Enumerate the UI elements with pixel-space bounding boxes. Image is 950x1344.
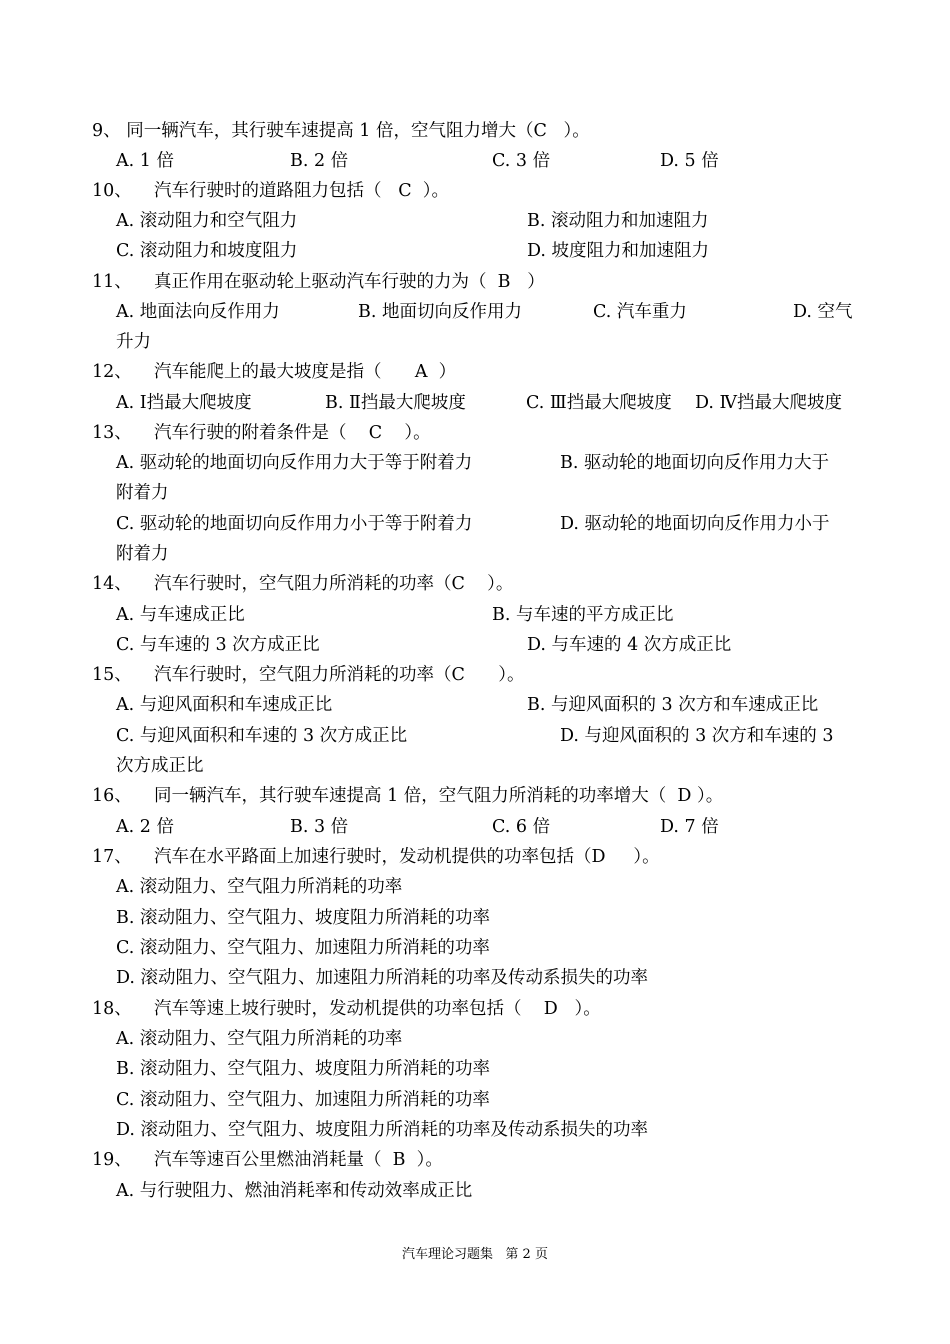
q9-option-b: B. 2 倍 [290, 151, 349, 171]
q19-option-a: A. 与行驶阻力、燃油消耗率和传动效率成正比 [116, 1181, 473, 1201]
q11-option-d: D. 空气 [793, 302, 853, 322]
q16-option-a: A. 2 倍 [116, 817, 174, 837]
q15-option-b: B. 与迎风面积的 3 次方和车速成正比 [527, 695, 819, 715]
q14-option-c: C. 与车速的 3 次方成正比 [116, 635, 320, 655]
question-17-stem: 17、 汽车在水平路面上加速行驶时，发动机提供的功率包括（D ）。 [92, 847, 660, 867]
q18-option-d: D. 滚动阻力、空气阻力、坡度阻力所消耗的功率及传动系损失的功率 [116, 1120, 649, 1140]
q17-option-c: C. 滚动阻力、空气阻力、加速阻力所消耗的功率 [116, 938, 490, 958]
question-13-stem: 13、 汽车行驶的附着条件是（ C ）。 [92, 423, 431, 443]
q18-option-a: A. 滚动阻力、空气阻力所消耗的功率 [116, 1029, 403, 1049]
q18-option-b: B. 滚动阻力、空气阻力、坡度阻力所消耗的功率 [116, 1059, 490, 1079]
q9-option-a: A. 1 倍 [116, 151, 174, 171]
q16-option-c: C. 6 倍 [492, 817, 551, 837]
q12-option-b: B. Ⅱ挡最大爬坡度 [325, 393, 466, 413]
q15-option-d: D. 与迎风面积的 3 次方和车速的 3 [560, 726, 834, 746]
question-10-stem: 10、 汽车行驶时的道路阻力包括（ C ）。 [92, 181, 449, 201]
q18-option-c: C. 滚动阻力、空气阻力、加速阻力所消耗的功率 [116, 1090, 490, 1110]
q9-option-d: D. 5 倍 [660, 151, 719, 171]
question-15-stem: 15、 汽车行驶时，空气阻力所消耗的功率（C ）。 [92, 665, 525, 685]
q17-option-b: B. 滚动阻力、空气阻力、坡度阻力所消耗的功率 [116, 908, 490, 928]
q15-option-c: C. 与迎风面积和车速的 3 次方成正比 [116, 726, 408, 746]
q14-option-a: A. 与车速成正比 [116, 605, 245, 625]
q13-option-a: A. 驱动轮的地面切向反作用力大于等于附着力 [116, 453, 473, 473]
question-18-stem: 18、 汽车等速上坡行驶时，发动机提供的功率包括（ D ）。 [92, 999, 601, 1019]
q10-option-b: B. 滚动阻力和加速阻力 [527, 211, 709, 231]
q14-option-d: D. 与车速的 4 次方成正比 [527, 635, 732, 655]
q10-option-c: C. 滚动阻力和坡度阻力 [116, 241, 298, 261]
question-14-stem: 14、 汽车行驶时，空气阻力所消耗的功率（C ）。 [92, 574, 514, 594]
q16-option-b: B. 3 倍 [290, 817, 349, 837]
page-footer: 汽车理论习题集 第 2 页 [402, 1247, 548, 1262]
q17-option-d: D. 滚动阻力、空气阻力、加速阻力所消耗的功率及传动系损失的功率 [116, 968, 649, 988]
q11-option-b: B. 地面切向反作用力 [358, 302, 522, 322]
q10-option-d: D. 坡度阻力和加速阻力 [527, 241, 710, 261]
question-16-stem: 16、 同一辆汽车，其行驶车速提高 1 倍，空气阻力所消耗的功率增大（ D ）。 [92, 786, 724, 806]
q17-option-a: A. 滚动阻力、空气阻力所消耗的功率 [116, 877, 403, 897]
q11-option-a: A. 地面法向反作用力 [116, 302, 280, 322]
q12-option-d: D. Ⅳ挡最大爬坡度 [695, 393, 843, 413]
q14-option-b: B. 与车速的平方成正比 [492, 605, 674, 625]
question-9-stem: 9、 同一辆汽车，其行驶车速提高 1 倍，空气阻力增大（C ）。 [92, 121, 590, 141]
q12-option-a: A. Ⅰ挡最大爬坡度 [116, 393, 252, 413]
q10-option-a: A. 滚动阻力和空气阻力 [116, 211, 298, 231]
q11-option-c: C. 汽车重力 [593, 302, 687, 322]
q13-option-d-continued: 附着力 [116, 544, 169, 564]
q13-option-c: C. 驱动轮的地面切向反作用力小于等于附着力 [116, 514, 473, 534]
question-12-stem: 12、 汽车能爬上的最大坡度是指（ A ） [92, 362, 457, 382]
q13-option-d: D. 驱动轮的地面切向反作用力小于 [560, 514, 830, 534]
q9-option-c: C. 3 倍 [492, 151, 551, 171]
question-11-stem: 11、 真正作用在驱动轮上驱动汽车行驶的力为（ B ） [92, 272, 545, 292]
q13-option-b: B. 驱动轮的地面切向反作用力大于 [560, 453, 829, 473]
q12-option-c: C. Ⅲ挡最大爬坡度 [526, 393, 672, 413]
question-19-stem: 19、 汽车等速百公里燃油消耗量（ B ）。 [92, 1150, 443, 1170]
q16-option-d: D. 7 倍 [660, 817, 719, 837]
q13-option-b-continued: 附着力 [116, 483, 169, 503]
q11-option-d-continued: 升力 [116, 332, 151, 352]
q15-option-d-continued: 次方成正比 [116, 756, 204, 776]
q15-option-a: A. 与迎风面积和车速成正比 [116, 695, 333, 715]
